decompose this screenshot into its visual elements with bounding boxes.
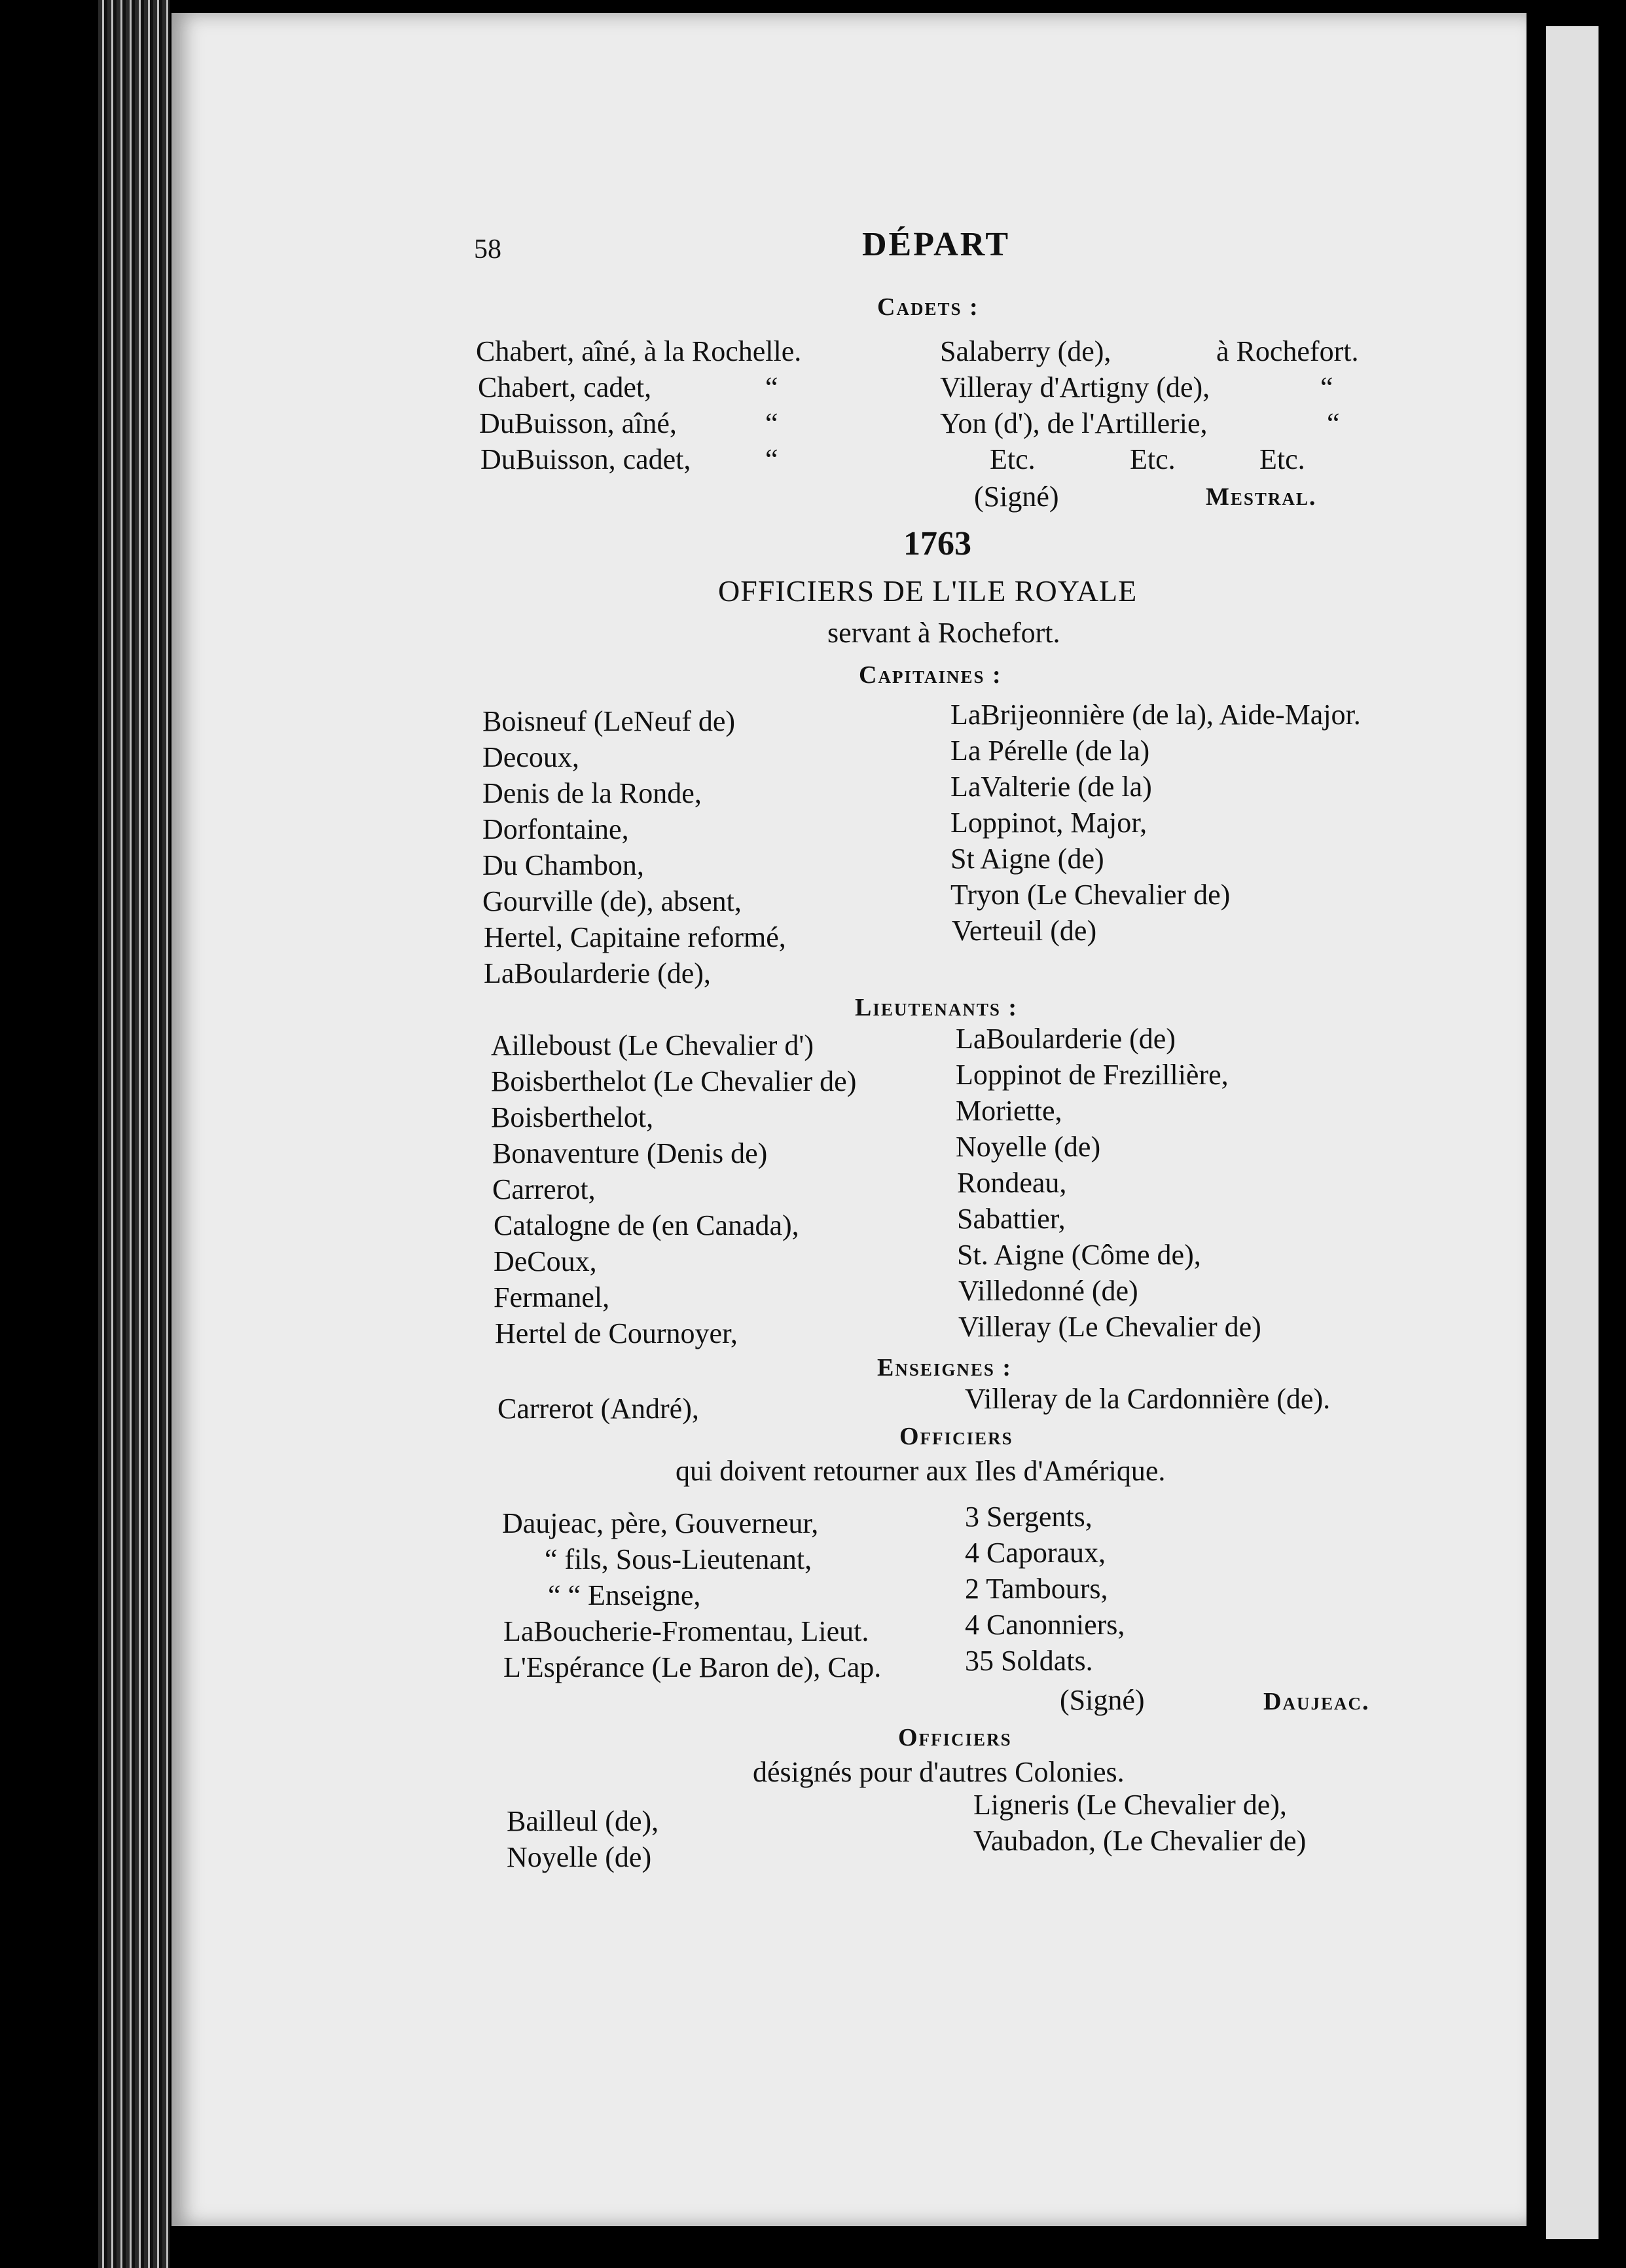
capitaines-left-6: Gourville (de), absent, [482, 885, 742, 917]
running-head: DÉPART [862, 226, 1011, 263]
amerique-left-1: Daujeac, père, Gouverneur, [502, 1507, 819, 1539]
page-number: 58 [474, 234, 501, 265]
cadets-heading: Cadets : [877, 293, 979, 321]
lieutenants-left-5: Carrerot, [492, 1173, 596, 1205]
officiers-colonies-heading: Officiers [898, 1724, 1012, 1751]
cadets-left-4: DuBuisson, cadet, [480, 443, 691, 475]
amerique-left-2: “ fils, Sous-Lieutenant, [545, 1543, 812, 1575]
lieutenants-left-9: Hertel de Cournoyer, [495, 1317, 738, 1349]
section-subtitle: servant à Rochefort. [827, 617, 1060, 649]
colonies-left-1: Bailleul (de), [507, 1805, 659, 1837]
year: 1763 [903, 525, 971, 562]
officiers-amerique-subtitle: qui doivent retourner aux Iles d'Amérique. [676, 1455, 1166, 1487]
cadets-ditto-2: “ [765, 407, 778, 439]
cadets-right-1: Salaberry (de), [940, 335, 1111, 367]
lieutenants-right-8: Villedonné (de) [958, 1275, 1138, 1307]
capitaines-right-3: LaValterie (de la) [950, 771, 1152, 803]
lieutenants-right-9: Villeray (Le Chevalier de) [958, 1311, 1261, 1343]
capitaines-left-8: LaBoularderie (de), [484, 957, 711, 989]
lieutenants-left-6: Catalogne de (en Canada), [494, 1209, 799, 1241]
lieutenants-heading: Lieutenants : [855, 994, 1019, 1021]
capitaines-left-1: Boisneuf (LeNeuf de) [482, 705, 736, 737]
capitaines-left-3: Denis de la Ronde, [482, 777, 702, 809]
lieutenants-left-3: Boisberthelot, [491, 1101, 654, 1133]
book-page-edges [98, 0, 170, 2268]
capitaines-right-4: Loppinot, Major, [950, 807, 1147, 839]
cadets-signed: (Signé) [974, 481, 1059, 513]
capitaines-heading: Capitaines : [859, 661, 1002, 689]
colonies-right-1: Ligneris (Le Chevalier de), [973, 1789, 1287, 1821]
cadets-left-2: Chabert, cadet, [478, 371, 652, 403]
amerique-right-1: 3 Sergents, [965, 1501, 1093, 1533]
amerique-left-4: LaBoucherie-Fromentau, Lieut. [503, 1615, 869, 1647]
cadets-right-3: Yon (d'), de l'Artillerie, [940, 407, 1208, 439]
amerique-signed: (Signé) [1060, 1684, 1145, 1716]
cadets-etc-3: Etc. [1259, 443, 1305, 475]
lieutenants-right-3: Moriette, [956, 1095, 1062, 1127]
amerique-right-4: 4 Canonniers, [965, 1609, 1125, 1641]
officiers-colonies-subtitle: désignés pour d'autres Colonies. [753, 1756, 1125, 1788]
amerique-signature: Daujeac. [1263, 1688, 1370, 1715]
lieutenants-right-7: St. Aigne (Côme de), [957, 1239, 1201, 1271]
cadets-left-1: Chabert, aîné, à la Rochelle. [476, 335, 802, 367]
capitaines-left-7: Hertel, Capitaine reformé, [484, 921, 786, 953]
cadets-right-2: Villeray d'Artigny (de), [940, 371, 1210, 403]
book-page [172, 13, 1527, 2226]
cadets-ditto-3: “ [765, 443, 778, 475]
lieutenants-right-2: Loppinot de Frezillière, [956, 1059, 1229, 1091]
section-title: OFFICIERS DE L'ILE ROYALE [718, 574, 1138, 608]
lieutenants-right-4: Noyelle (de) [956, 1131, 1101, 1163]
capitaines-left-2: Decoux, [482, 741, 579, 773]
cadets-ditto-1: “ [765, 371, 778, 403]
capitaines-right-2: La Pérelle (de la) [950, 735, 1150, 767]
lieutenants-right-1: LaBoularderie (de) [956, 1023, 1176, 1055]
colonies-right-2: Vaubadon, (Le Chevalier de) [973, 1825, 1307, 1857]
capitaines-right-6: Tryon (Le Chevalier de) [950, 879, 1231, 911]
officiers-amerique-heading: Officiers [899, 1423, 1013, 1450]
lieutenants-left-1: Ailleboust (Le Chevalier d') [491, 1029, 814, 1061]
amerique-left-5: L'Espérance (Le Baron de), Cap. [503, 1651, 882, 1683]
cadets-right-place: à Rochefort. [1216, 335, 1359, 367]
amerique-left-3: “ “ Enseigne, [548, 1579, 701, 1611]
enseignes-left: Carrerot (André), [497, 1393, 699, 1425]
cadets-left-3: DuBuisson, aîné, [479, 407, 677, 439]
capitaines-left-5: Du Chambon, [482, 849, 644, 881]
lieutenants-left-7: DeCoux, [494, 1245, 597, 1277]
next-page-strip [1546, 26, 1599, 2239]
capitaines-right-1: LaBrijeonnière (de la), Aide-Major. [950, 699, 1361, 731]
amerique-right-5: 35 Soldats. [965, 1645, 1093, 1677]
lieutenants-right-6: Sabattier, [957, 1203, 1066, 1235]
lieutenants-left-8: Fermanel, [494, 1281, 610, 1313]
capitaines-right-7: Verteuil (de) [952, 915, 1097, 947]
enseignes-right: Villeray de la Cardonnière (de). [965, 1383, 1331, 1415]
colonies-left-2: Noyelle (de) [507, 1841, 652, 1873]
lieutenants-right-5: Rondeau, [957, 1167, 1067, 1199]
enseignes-heading: Enseignes : [877, 1354, 1013, 1381]
lieutenants-left-2: Boisberthelot (Le Chevalier de) [491, 1065, 857, 1097]
capitaines-left-4: Dorfontaine, [482, 813, 629, 845]
capitaines-right-5: St Aigne (de) [950, 843, 1104, 875]
amerique-right-3: 2 Tambours, [965, 1573, 1108, 1605]
amerique-right-2: 4 Caporaux, [965, 1537, 1106, 1569]
lieutenants-left-4: Bonaventure (Denis de) [492, 1137, 768, 1169]
cadets-ditto-5: “ [1327, 407, 1340, 439]
cadets-etc-2: Etc. [1130, 443, 1176, 475]
cadets-signature: Mestral. [1206, 483, 1317, 511]
cadets-etc-1: Etc. [990, 443, 1036, 475]
cadets-ditto-4: “ [1320, 371, 1333, 403]
